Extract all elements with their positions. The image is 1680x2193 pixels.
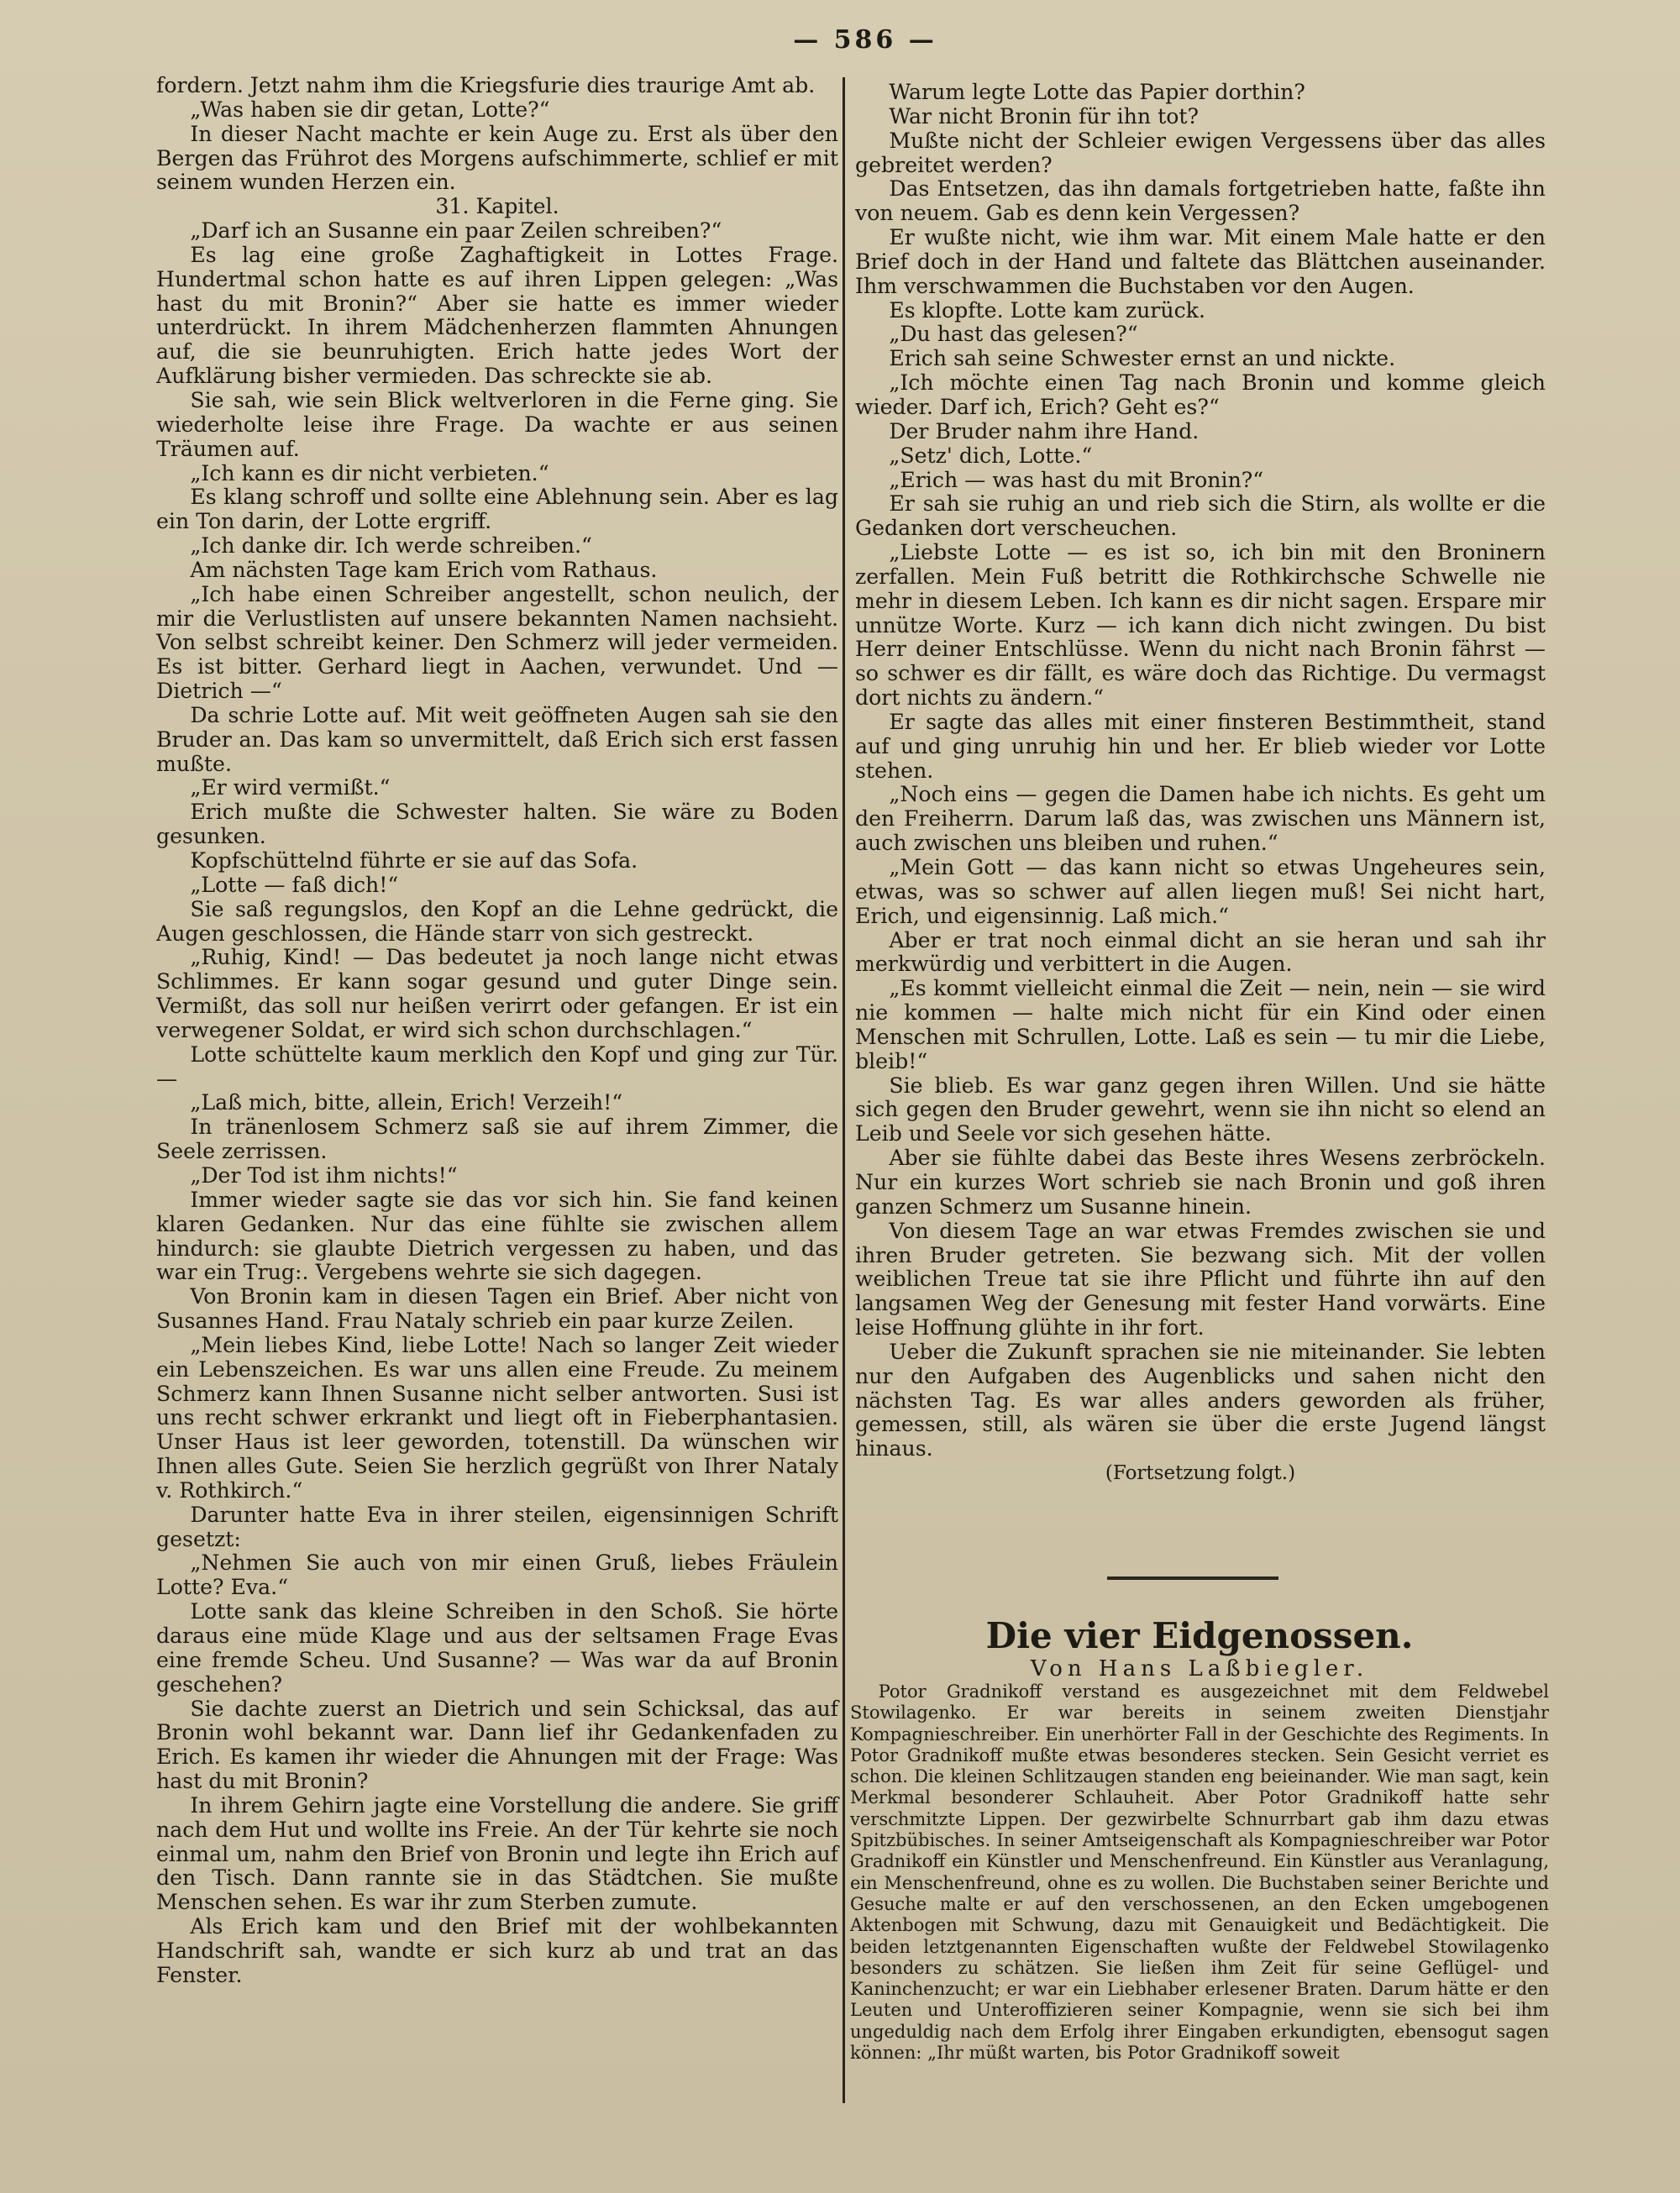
- article-body: Potor Gradnikoff verstand es ausgezeichnet mit dem Feldwebel Stowilagenko. Er war bereits in seinem zweiten Dienstjahr Kompagnieschreiber. Ein unerhörter Fall in der Geschichte des Regiments. In Potor Gradnikoff mußte etwas besonderes stecken. Sein Gesicht verriet es schon. Die kleinen Schlitzaugen standen eng beieinander. Wie man sagt, kein Merkmal besonderer Schlauheit. Aber Potor Gradnikoff hatte sehr verschmitzte Lippen. Der gezwirbelte Schnurrbart gab ihm dazu etwas Spitzbübisches. In seiner Amtseigenschaft als Kompagnieschreiber war Potor Gradnikoff ein Künstler und Menschenfreund. Ein Künstler aus Veranlagung, ein Menschenfreund, ohne es zu wollen. Die Buchstaben seiner Berichte und Gesuche malte er auf den verschossenen, an den Ecken umgebogenen Aktenbogen mit Schwung, dazu mit Genauigkeit und Bedächtigkeit. Die beiden letztgenannten Eigenschaften wußte der Feldwebel Stowilagenko besonders zu schätzen. Sie ließen ihm Zeit für seine Geflügel- und Kaninchenzucht; er war ein Liebhaber erlesener Braten. Darum hätte er den Leuten und Unteroffizieren seiner Kompagnie, wenn sie sich bei ihm ungeduldig nach dem Erfolg ihrer Eingaben erkundigten, ebensogut sagen können: „Ihr müßt warten, bis Potor Gradnikoff soweit: [850, 1681, 1549, 2064]
- paragraph: „Es kommt vielleicht einmal die Zeit — nein, nein — sie wird nie kommen — halte mich nicht für ein Kind oder einen Menschen mit Schrullen, Lotte. Laß es sein — tu mir die Liebe, bleib!“: [855, 976, 1546, 1073]
- paragraph: fordern. Jetzt nahm ihm die Kriegsfurie dies traurige Amt ab.: [156, 73, 816, 97]
- paragraph: Er wußte nicht, wie ihm war. Mit einem Male hatte er den Brief doch in der Hand und faltete das Blättchen auseinander. Ihm verschwammen die Buchstaben vor den Augen.: [855, 225, 1546, 298]
- paragraph: „Lotte — faß dich!“: [190, 872, 399, 897]
- paragraph: Sie sah, wie sein Blick weltverloren in die Ferne ging. Sie wiederholte leise ihre Frage. Da wachte er aus seinen Träumen auf.: [156, 387, 838, 461]
- paragraph: Aber er trat noch einmal dicht an sie heran und sah ihr merkwürdig und verbittert in die Augen.: [855, 927, 1546, 977]
- paragraph: Erich mußte die Schwester halten. Sie wäre zu Boden gesunken.: [156, 800, 838, 849]
- paragraph: Immer wieder sagte sie das vor sich hin. Sie fand keinen klaren Gedanken. Nur das eine fühlte sie zwischen allem hindurch: sie glaubte Dietrich vergessen zu haben, und das war ein Trug:. Vergebens wehrte sie sich dagegen.: [156, 1187, 838, 1285]
- paragraph: „Was haben sie dir getan, Lotte?“: [190, 97, 550, 122]
- paragraph: Er sagte das alles mit einer finsteren Bestimmtheit, stand auf und ging unruhig hin und her. Er blieb wieder vor Lotte stehen.: [855, 709, 1546, 783]
- paragraph: Kopfschüttelnd führte er sie auf das Sofa.: [190, 848, 638, 873]
- paragraph: „Ich danke dir. Ich werde schreiben.“: [190, 533, 592, 559]
- paragraph: Er sah sie ruhig an und rieb sich die Stirn, als wollte er die Gedanken dort verscheuchen.: [855, 491, 1546, 541]
- paragraph: „Erich — was hast du mit Bronin?“: [889, 467, 1264, 492]
- paragraph: War nicht Bronin für ihn tot?: [889, 103, 1200, 129]
- paragraph: Als Erich kam und den Brief mit der wohlbekannten Handschrift sah, wandte er sich kurz ab und trat an das Fenster.: [156, 1914, 838, 1987]
- paragraph: „Nehmen Sie auch von mir einen Gruß, liebes Fräulein Lotte? Eva.“: [156, 1550, 838, 1600]
- paragraph: Warum legte Lotte das Papier dorthin?: [889, 80, 1305, 104]
- paragraph: Das Entsetzen, das ihn damals fortgetrieben hatte, faßte ihn von neuem. Gab es denn kein Vergessen?: [855, 176, 1546, 226]
- paragraph: „Er wird vermißt.“: [190, 775, 391, 800]
- paragraph: 31. Kapitel.: [435, 194, 559, 219]
- paragraph: In dieser Nacht machte er kein Auge zu. Erst als über den Bergen das Frührot des Morgens aufschimmerte, schlief er mit seinem wunden Herzen ein.: [156, 121, 838, 195]
- paragraph: Von diesem Tage an war etwas Fremdes zwischen sie und ihren Bruder getreten. Sie bezwang sich. Mit der vollen weiblichen Treue tat sie ihre Pflicht und führte ihn auf den langsamen Weg der Genesung mit fester Hand vorwärts. Eine leise Hoffnung glühte in ihr fort.: [855, 1218, 1546, 1340]
- paragraph: Am nächsten Tage kam Erich vom Rathaus.: [190, 557, 658, 582]
- paragraph: „Ich habe einen Schreiber angestellt, schon neulich, der mir die Verlustlisten auf unsere bekannten Namen nachsieht. Von selbst schreibt keiner. Den Schmerz will jeder vermeiden. Es ist bitter. Gerhard liegt in Aachen, verwundet. Und — Dietrich —“: [156, 581, 838, 704]
- paragraph: „Der Tod ist ihm nichts!“: [190, 1162, 458, 1188]
- paragraph: „Ich kann es dir nicht verbieten.“: [190, 460, 549, 485]
- paragraph: In tränenlosem Schmerz saß sie auf ihrem Zimmer, die Seele zerrissen.: [156, 1115, 838, 1164]
- paragraph: „Darf ich an Susanne ein paar Zeilen schreiben?“: [190, 218, 722, 244]
- paragraph: „Setz' dich, Lotte.“: [889, 443, 1093, 468]
- paragraph: Es lag eine große Zaghaftigkeit in Lottes Frage. Hundertmal schon hatte es auf ihren Lippen gelegen: „Was hast du mit Bronin?“ Aber sie hatte es immer wieder unterdrückt. In ihrem Mädchenherzen flammten Ahnungen auf, die sie beunruhigten. Erich hatte jedes Wort der Aufklärung bisher vermieden. Das schreckte sie ab.: [156, 242, 838, 389]
- paragraph: Da schrie Lotte auf. Mit weit geöffneten Augen sah sie den Bruder an. Das kam so unvermittelt, daß Erich sich erst fassen mußte.: [156, 702, 838, 776]
- page-number: — 586 —: [793, 25, 937, 55]
- section-rule: [1107, 1577, 1278, 1580]
- paragraph: Sie dachte zuerst an Dietrich und sein Schicksal, das auf Bronin wohl bekannt war. Dann lief ihr Gedankenfaden zu Erich. Es kamen ihr wieder die Ahnungen mit der Frage: Was hast du mit Bronin?: [156, 1696, 838, 1794]
- paragraph: Der Bruder nahm ihre Hand.: [889, 418, 1200, 443]
- article-die-vier-eidgenossen: [850, 1616, 1549, 2064]
- paragraph: „Du hast das gelesen?“: [889, 322, 1138, 347]
- paragraph: Es klopfte. Lotte kam zurück.: [889, 297, 1205, 323]
- paragraph: Es klang schroff und sollte eine Ablehnung sein. Aber es lag ein Ton darin, der Lotte ergriff.: [156, 485, 838, 534]
- paragraph: „Laß mich, bitte, allein, Erich! Verzeih!“: [190, 1090, 623, 1115]
- paragraph: „Mein Gott — das kann nicht so etwas Ungeheures sein, etwas, was so schwer auf allen liegen muß! Sei nicht hart, Erich, und eigensinnig. Laß mich.“: [855, 855, 1546, 928]
- paragraph: „Liebste Lotte — es ist so, ich bin mit den Broninern zerfallen. Mein Fuß betritt die Rothkirchsche Schwelle nie mehr in diesem Leben. Ich kann es dir nicht sagen. Erspare mir unnütze Worte. Kurz — ich kann dich nicht zwingen. Du bist Herr deiner Entschlüsse. Wenn du nicht nach Bronin fährst — so schwer es dir fällt, es wäre doch das Richtige. Du vermagst dort nichts zu ändern.“: [855, 540, 1546, 711]
- paragraph: In ihrem Gehirn jagte eine Vorstellung die andere. Sie griff nach dem Hut und wollte ins Freie. An der Tür kehrte sie noch einmal um, nahm den Brief von Bronin und legte ihn Erich auf den Tisch. Dann rannte sie in das Städtchen. Sie mußte Menschen sehen. Es war ihr zum Sterben zumute.: [156, 1792, 838, 1915]
- article-title: Die vier Eidgenossen.: [985, 1615, 1414, 1656]
- paragraph: Sie blieb. Es war ganz gegen ihren Willen. Und sie hätte sich gegen den Bruder gewehrt, wenn sie ihn nicht so elend an Leib und Seele vor sich gesehen hätte.: [855, 1073, 1546, 1146]
- paragraph: „Ruhig, Kind! — Das bedeutet ja noch lange nicht etwas Schlimmes. Er kann sogar gesund und guter Dinge sein. Vermißt, das soll nur heißen verirrt oder gefangen. Er ist ein verwegener Soldat, er wird sich schon durchschlagen.“: [156, 945, 838, 1042]
- continuation-note: (Fortsetzung folgt.): [1105, 1462, 1296, 1485]
- paragraph: Mußte nicht der Schleier ewigen Vergessens über das alles gebreitet werden?: [855, 128, 1546, 177]
- left-column: [156, 74, 838, 1988]
- paragraph: Lotte schüttelte kaum merklich den Kopf und ging zur Tür. —: [156, 1041, 838, 1091]
- article-byline: Von Hans Laßbiegler.: [1030, 1656, 1369, 1681]
- paragraph: Von Bronin kam in diesen Tagen ein Brief. Aber nicht von Susannes Hand. Frau Nataly schrieb ein paar kurze Zeilen.: [156, 1284, 838, 1334]
- paragraph: Aber sie fühlte dabei das Beste ihres Wesens zerbröckeln. Nur ein kurzes Wort schrieb sie nach Bronin und goß ihren ganzen Schmerz um Susanne hinein.: [855, 1146, 1546, 1219]
- right-column: [855, 81, 1546, 1486]
- paragraph: „Mein liebes Kind, liebe Lotte! Nach so langer Zeit wieder ein Lebenszeichen. Es war uns allen eine Freude. Zu meinem Schmerz kann Ihnen Susanne nicht selber antworten. Susi ist uns recht schwer erkrankt und liegt oft in Fieberphantasien. Unser Haus ist leer geworden, totenstill. Da wünschen wir Ihnen alles Gute. Seien Sie herzlich gegrüßt von Ihrer Nataly v. Rothkirch.“: [156, 1332, 838, 1503]
- paragraph: Ueber die Zukunft sprachen sie nie miteinander. Sie lebten nur den Aufgaben des Augenblicks und sahen nicht den nächsten Tag. Es war alles anders geworden als früher, gemessen, still, als wären sie über die erste Jugend längst hinaus.: [855, 1339, 1546, 1461]
- paragraph: Lotte sank das kleine Schreiben in den Schoß. Sie hörte daraus eine müde Klage und aus der seltsamen Frage Evas eine fremde Scheu. Und Susanne? — Was war da auf Bronin geschehen?: [156, 1599, 838, 1697]
- paragraph: Erich sah seine Schwester ernst an und nickte.: [889, 346, 1396, 371]
- paragraph: Darunter hatte Eva in ihrer steilen, eigensinnigen Schrift gesetzt:: [156, 1502, 838, 1551]
- paragraph: Sie saß regungslos, den Kopf an die Lehne gedrückt, die Augen geschlossen, die Hände starr von sich gestreckt.: [156, 896, 838, 946]
- paragraph: „Noch eins — gegen die Damen habe ich nichts. Es geht um den Freiherrn. Darum laß das, was zwischen uns Männern ist, auch zwischen uns bleiben und ruhen.“: [855, 782, 1546, 856]
- column-divider: [843, 77, 845, 2103]
- paragraph: „Ich möchte einen Tag nach Bronin und komme gleich wieder. Darf ich, Erich? Geht es?“: [855, 370, 1546, 419]
